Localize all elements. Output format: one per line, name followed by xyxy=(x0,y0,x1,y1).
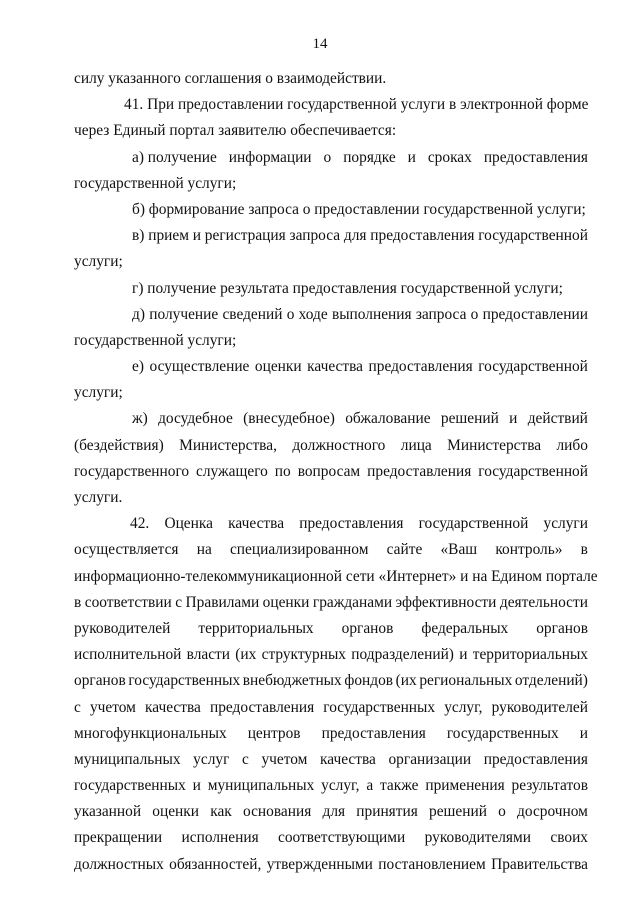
word: указанной xyxy=(74,803,142,821)
word: государственных xyxy=(128,672,241,690)
word: подразделений) xyxy=(351,646,454,664)
word: получение xyxy=(149,305,219,323)
word: качества xyxy=(320,750,376,768)
word: муниципальных xyxy=(207,777,315,795)
text-line xyxy=(74,721,588,747)
word: действий xyxy=(527,410,588,428)
page-number: 14 xyxy=(312,36,328,52)
word: услуги xyxy=(543,515,588,533)
word: ходе xyxy=(298,305,328,323)
list-item-v xyxy=(74,223,588,249)
word: предоставлении xyxy=(482,305,588,323)
word: решений xyxy=(440,410,499,428)
word: государственных xyxy=(446,724,559,742)
word: д) xyxy=(132,305,145,323)
word: досрочном xyxy=(517,803,588,821)
word: деятельности xyxy=(499,593,588,611)
text-line xyxy=(74,825,588,851)
word: учетом xyxy=(261,750,308,768)
word: органов xyxy=(74,672,126,690)
word: предоставления xyxy=(370,227,475,245)
text-line: силу указанного соглашения о взаимодействии. xyxy=(74,70,387,87)
text-line xyxy=(74,799,588,825)
word: в xyxy=(74,593,82,611)
word: региональных xyxy=(419,672,513,690)
word: ж) xyxy=(132,410,148,428)
word: государственных xyxy=(323,698,436,716)
word: для xyxy=(322,803,346,821)
word: о xyxy=(286,305,295,323)
word: Правилами xyxy=(185,593,260,611)
word: предоставления xyxy=(483,148,588,166)
word: муниципальных xyxy=(74,750,181,768)
word: применения xyxy=(425,777,505,795)
word: фондов xyxy=(344,672,394,690)
text-line xyxy=(74,773,588,799)
word: оценки xyxy=(262,593,310,611)
word: государственной xyxy=(418,515,529,533)
word: гражданами xyxy=(312,593,393,611)
word: е) xyxy=(132,358,144,376)
word: качества xyxy=(307,358,364,376)
word: сроках xyxy=(427,148,472,166)
word: осуществление xyxy=(149,358,250,376)
word: государственной xyxy=(478,358,588,376)
word: основания xyxy=(242,803,312,821)
word: центров xyxy=(247,724,301,742)
word: с xyxy=(175,593,183,611)
word: а xyxy=(366,777,374,795)
text-line: государственной услуги; xyxy=(74,174,237,192)
word: предоставления xyxy=(209,698,315,716)
word: территориальных xyxy=(198,619,314,637)
text-line xyxy=(74,747,588,773)
list-item-a xyxy=(74,145,588,171)
word: для xyxy=(343,227,367,245)
list-item-g: г) получение результата предоставления государственной услуги; xyxy=(132,279,563,297)
word: с xyxy=(74,698,81,716)
word: предоставления xyxy=(321,724,426,742)
word: либо xyxy=(556,436,588,454)
text-line xyxy=(74,616,588,642)
word: соответствии xyxy=(84,593,172,611)
word: власти xyxy=(186,646,231,664)
word: (их xyxy=(235,646,257,664)
word: о xyxy=(470,305,479,323)
word: руководителей xyxy=(491,698,588,716)
word: с xyxy=(242,750,249,768)
word: по xyxy=(274,462,291,480)
word: вопросам xyxy=(297,462,361,480)
word: результатов xyxy=(511,777,588,795)
word: многофункциональных xyxy=(74,724,227,742)
word: и xyxy=(407,148,416,166)
word: постановлением xyxy=(378,855,486,873)
word: предоставления xyxy=(367,462,472,480)
word: информации xyxy=(228,148,312,166)
word: запроса xyxy=(415,305,467,323)
word: руководителей xyxy=(74,619,171,637)
word: Министерства xyxy=(447,436,542,454)
word: услуг, xyxy=(321,777,360,795)
word: территориальных xyxy=(472,646,588,664)
word: принятия xyxy=(356,803,418,821)
word: органов xyxy=(536,619,588,637)
text-line xyxy=(74,642,588,668)
word: лица xyxy=(400,436,432,454)
word: исполнения xyxy=(181,829,259,847)
word: специализированном xyxy=(229,541,369,559)
word: внебюджетных xyxy=(242,672,342,690)
word: обжалование xyxy=(345,410,431,428)
word: оценки xyxy=(152,803,200,821)
word: исполнительной xyxy=(74,646,182,664)
word: учетом xyxy=(89,698,136,716)
word: федеральных xyxy=(421,619,509,637)
document-body xyxy=(74,66,598,878)
word: и xyxy=(192,777,201,795)
word: контроль» xyxy=(495,541,563,559)
word: качества xyxy=(145,698,201,716)
list-item-e xyxy=(74,354,588,380)
word: предоставления xyxy=(368,358,473,376)
list-item-b: б) формирование запроса о предоставлении государственной услуги; xyxy=(132,200,586,218)
word: в xyxy=(580,541,588,559)
word: государственного xyxy=(74,462,190,480)
word: регистрация xyxy=(204,227,286,245)
word: (их xyxy=(395,672,417,690)
word: услуг xyxy=(193,750,230,768)
text-line: услуги. xyxy=(74,489,123,506)
word: о xyxy=(323,148,332,166)
text-line: услуги; xyxy=(74,384,123,402)
text-line xyxy=(74,852,588,878)
word: Правительства xyxy=(491,855,588,873)
word: оценки xyxy=(254,358,302,376)
word: государственной xyxy=(478,462,588,480)
word: 42. xyxy=(130,515,150,533)
word: Министерства, xyxy=(179,436,277,454)
word: предоставления xyxy=(483,750,588,768)
word: государственных xyxy=(74,777,186,795)
text-line: через Единый портал заявителю обеспечивается: xyxy=(74,122,397,140)
paragraph-42-start xyxy=(74,511,588,537)
word: сведений xyxy=(222,305,283,323)
word: запроса xyxy=(289,227,341,245)
word: осуществляется xyxy=(74,541,179,559)
word: а) получение xyxy=(132,148,217,166)
word: «Ваш xyxy=(440,541,478,559)
word: руководителями xyxy=(424,829,531,847)
word: структурных xyxy=(261,646,347,664)
word: предоставления xyxy=(299,515,404,533)
word: организации xyxy=(388,750,472,768)
paragraph-41-start: 41. При предоставлении государственной услуги в электронной форме xyxy=(124,96,589,114)
word: должностных xyxy=(74,855,164,873)
word: как xyxy=(210,803,232,821)
word: соответствующими xyxy=(278,829,406,847)
word: эффективности xyxy=(395,593,497,611)
text-line xyxy=(74,537,588,563)
word: и xyxy=(509,410,518,428)
word: (внесудебное) xyxy=(243,410,335,428)
word: утвержденными xyxy=(266,855,373,873)
word: обязанностей, xyxy=(169,855,262,873)
text-line: информационно-телекоммуникационной сети «Интернет» и на Едином портале xyxy=(74,567,598,585)
word: и xyxy=(579,724,588,742)
word: качества xyxy=(228,515,285,533)
word: и xyxy=(192,227,201,245)
word: (бездействия) xyxy=(74,436,164,454)
text-line: государственной услуги; xyxy=(74,331,237,349)
word: государственной xyxy=(478,227,588,245)
word: о xyxy=(498,803,506,821)
word: служащего xyxy=(196,462,268,480)
text-line xyxy=(74,590,588,616)
word: решений xyxy=(429,803,487,821)
word: и xyxy=(459,646,468,664)
text-line xyxy=(74,695,588,721)
word: Оценка xyxy=(164,515,213,533)
word: должностного xyxy=(292,436,386,454)
word: отделений) xyxy=(514,672,588,690)
word: досудебное xyxy=(158,410,233,428)
word: в) xyxy=(132,227,145,245)
word: на xyxy=(196,541,212,559)
text-line xyxy=(74,459,588,485)
text-line: услуги; xyxy=(74,253,123,271)
text-line xyxy=(74,433,588,459)
word: прекращении xyxy=(74,829,163,847)
word: своих xyxy=(550,829,588,847)
word: порядке xyxy=(343,148,396,166)
word: также xyxy=(380,777,419,795)
word: сайте xyxy=(386,541,423,559)
word: прием xyxy=(148,227,189,245)
word: органов xyxy=(341,619,394,637)
list-item-zh xyxy=(74,406,588,432)
list-item-d xyxy=(74,302,588,328)
text-line xyxy=(74,668,588,694)
word: услуг, xyxy=(444,698,483,716)
word: выполнения xyxy=(331,305,412,323)
